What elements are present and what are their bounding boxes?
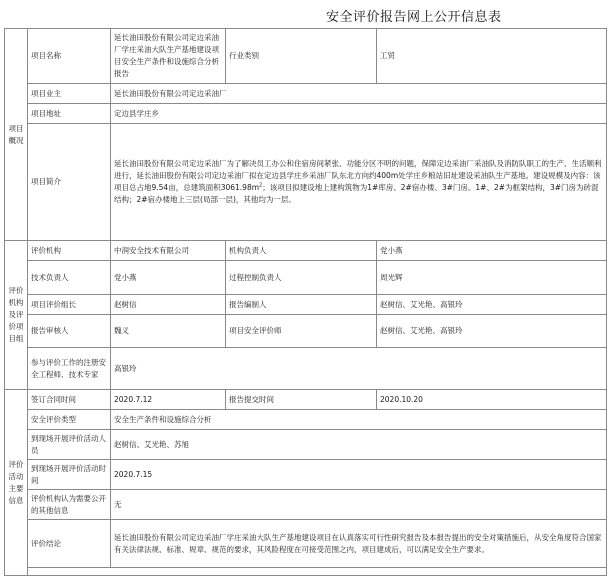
safety-assessor-label: 项目安全评价师 (226, 315, 377, 348)
section-activity: 评价活动主要信息 (5, 390, 28, 576)
tech-head-label: 技术负责人 (28, 261, 111, 295)
contract-date-label: 签订合同时间 (28, 390, 111, 410)
intro-text-1: 延长油田股份有限公司定边采油厂为了解决员工办公和住宿房间紧张、功能分区不明的问题，保障定边采油厂采油队及消防队职工的生产、生活顺利进行，延长油田股份有限公司定边采油厂拟在定边县学庄乡采油厂队东北方向约400m处学庄乡粮站旧址建设采油队生产基地。建设规模及内容：该项目总占地9.54亩，总建筑面积3061.98m (114, 159, 602, 192)
info-table (4, 28, 607, 576)
owner-label: 项目业主 (28, 84, 111, 104)
intro-value (111, 124, 607, 241)
intro-superscript: 2 (259, 182, 263, 189)
page-title: 安全评价报告网上公开信息表 (326, 10, 502, 25)
leader-value: 赵树信 (111, 295, 226, 315)
section-agency: 评价机构及评价项目组 (5, 241, 28, 390)
address-label: 项目地址 (28, 104, 111, 124)
org-value: 中润安全技术有限公司 (111, 241, 226, 261)
conclusion-label: 评价结论 (28, 520, 111, 568)
org-head-label: 机构负责人 (226, 241, 377, 261)
writer-value: 赵树信、艾光艳、高银玲 (377, 295, 607, 315)
industry-value: 工贸 (377, 29, 607, 84)
onsite-time-label: 到现场开展评价活动时间 (28, 460, 111, 490)
eval-type-label: 安全评价类型 (28, 410, 111, 430)
table-bottom-spacer (28, 568, 607, 576)
section-project-overview: 项目概况 (5, 29, 28, 241)
expert-label: 参与评价工作的注册安全工程师、技术专家 (28, 348, 111, 390)
org-head-value: 党小燕 (377, 241, 607, 261)
reviewer-value: 魏义 (111, 315, 226, 348)
conclusion-value: 延长油田股份有限公司定边采油厂学庄采油大队生产基地建设项目在认真落实可行性研究报告及本报告提出的安全对策措施后，从安全角度符合国家有关法律法规、标准、规章、规范的要求，其风险程度在可接受范围之内，项目建成后，可以满足安全生产要求。 (111, 520, 607, 568)
industry-label: 行业类别 (226, 29, 377, 84)
writer-label: 报告编制人 (226, 295, 377, 315)
other-info-label: 评价机构认为需要公开的其他信息 (28, 490, 111, 520)
submit-date-value: 2020.10.20 (377, 390, 607, 410)
leader-label: 项目评价组长 (28, 295, 111, 315)
process-head-label: 过程控制负责人 (226, 261, 377, 295)
submit-date-label: 报告提交时间 (226, 390, 377, 410)
onsite-staff-label: 到现场开展评价活动人员 (28, 430, 111, 460)
project-name-label: 项目名称 (28, 29, 111, 84)
onsite-staff-value: 赵树信、艾光艳、苏旭 (111, 430, 607, 460)
contract-date-value: 2020.7.12 (111, 390, 226, 410)
expert-value: 高银玲 (111, 348, 607, 390)
process-head-value: 周光辉 (377, 261, 607, 295)
reviewer-label: 报告审核人 (28, 315, 111, 348)
org-label: 评价机构 (28, 241, 111, 261)
project-name-value: 延长油田股份有限公司定边采油厂学庄采油大队生产基地建设项目安全生产条件和设施综合分析报告 (111, 29, 226, 84)
intro-label: 项目简介 (28, 124, 111, 241)
tech-head-value: 党小燕 (111, 261, 226, 295)
eval-type-value: 安全生产条件和设施综合分析 (111, 410, 607, 430)
address-value: 定边县学庄乡 (111, 104, 607, 124)
onsite-time-value: 2020.7.15 (111, 460, 607, 490)
safety-assessor-value: 赵树信、艾光艳、高银玲 (377, 315, 607, 348)
intro-text-2: ；该项目拟建设地上建构筑物为1#库房、2#宿办楼、3#门房。1#、2#为框架结构，3#门房为砖混结构；2#宿办楼地上三层(局部一层)，其他均为一层。 (114, 183, 599, 204)
other-info-value: 无 (111, 490, 607, 520)
owner-value: 延长油田股份有限公司定边采油厂 (111, 84, 607, 104)
